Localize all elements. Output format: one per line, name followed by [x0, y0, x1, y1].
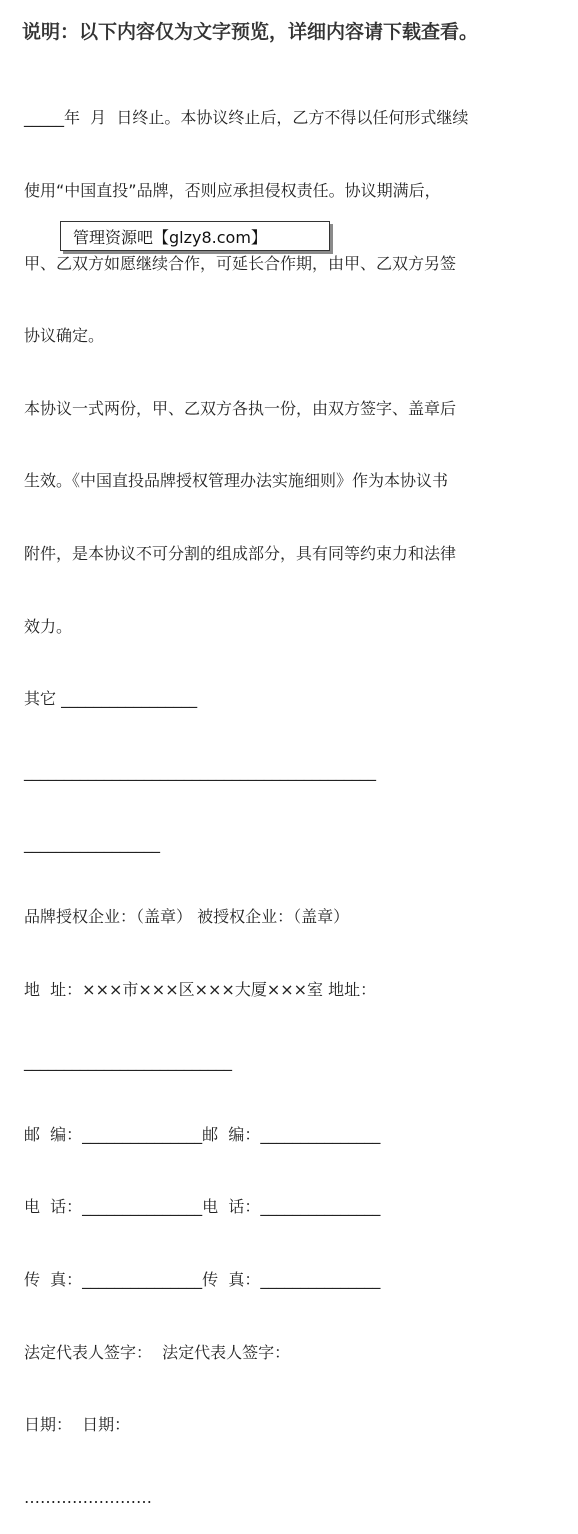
postcode-line: 邮 编：_______________邮 编：_______________: [24, 1124, 381, 1144]
watermark-banner: 管理资源吧【glzy8.com】: [60, 221, 330, 251]
doc-line: 协议确定。: [24, 326, 105, 346]
seal-line: 品牌授权企业：（盖章） 被授权企业：（盖章）: [24, 906, 350, 926]
blank-line: ____________________________________________: [24, 761, 376, 781]
fax-line: 传 真：_______________传 真：_______________: [24, 1269, 381, 1289]
preview-notice: 说明：以下内容仅为文字预览，详细内容请下载查看。: [22, 21, 479, 43]
doc-line: 附件，是本协议不可分割的组成部分，具有同等约束力和法律: [24, 543, 457, 563]
date-line: 日期： 日期：: [24, 1415, 131, 1435]
doc-line: 使用“中国直投”品牌，否则应承担侵权责任。协议期满后，: [24, 181, 441, 200]
blank-line: _________________: [24, 834, 160, 854]
doc-line: 生效。《中国直投品牌授权管理办法实施细则》作为本协议书: [24, 471, 449, 491]
doc-line: 甲、乙双方如愿继续合作，可延长合作期，由甲、乙双方另签: [24, 253, 457, 273]
doc-line: 本协议一式两份，甲、乙双方各执一份，由双方签字、盖章后: [24, 398, 457, 418]
signature-line: 法定代表人签字： 法定代表人签字：: [24, 1342, 291, 1362]
doc-line-others: 其它 _________________: [24, 689, 198, 709]
address-line: 地 址：×××市×××区×××大厦×××室 地址：: [24, 979, 377, 999]
doc-line: _____年 月 日终止。本协议终止后，乙方不得以任何形式继续: [24, 108, 469, 128]
ellipsis-line: ……………………: [24, 1487, 152, 1507]
phone-line: 电 话：_______________电 话：_______________: [24, 1197, 381, 1217]
blank-line: __________________________: [24, 1052, 232, 1072]
document-body: [24, 58, 554, 1534]
doc-line: 效力。: [24, 616, 73, 636]
